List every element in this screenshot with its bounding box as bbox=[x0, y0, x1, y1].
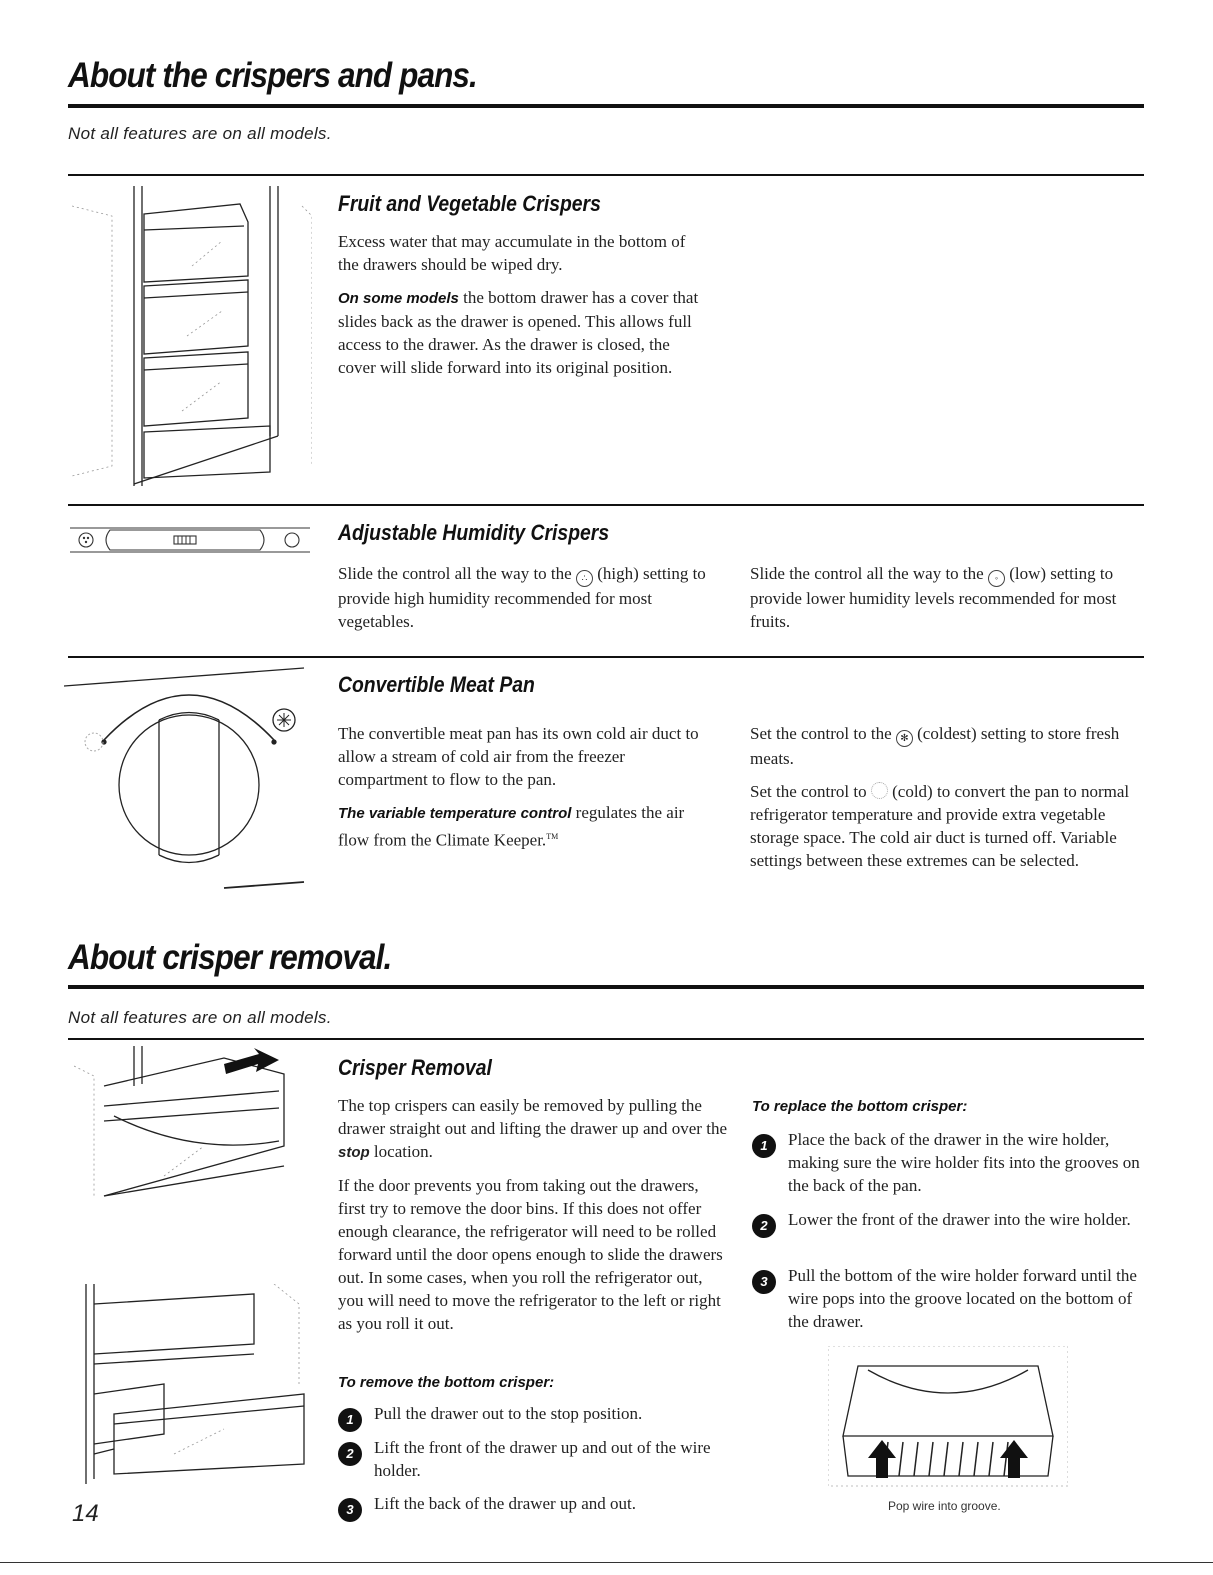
step-number-badge: 2 bbox=[338, 1442, 362, 1466]
meat-right-paragraph-2 bbox=[750, 780, 1145, 872]
low-humidity-icon: ◦ bbox=[988, 570, 1005, 587]
title-rule bbox=[68, 985, 1144, 989]
bottom-crisper-illustration bbox=[74, 1284, 310, 1494]
heading-adjustable-humidity: Adjustable Humidity Crispers bbox=[338, 520, 610, 545]
remove-step-1 bbox=[338, 1402, 728, 1432]
fruit-paragraph-1: Excess water that may accumulate in the bottom of the drawers should be wiped dry. bbox=[338, 232, 686, 274]
page-number: 14 bbox=[72, 1500, 99, 1527]
meat-paragraph-2 bbox=[338, 801, 713, 852]
meat-right-2b: (cold) to convert the pan to normal refrigerator temperature and provide extra vegetable storage space. The cold air duct is turned off. Variable settings between these extremes can be selected. bbox=[750, 782, 1130, 870]
fruit-paragraph-2-text: the bottom drawer has a cover that slides back as the drawer is opened. This allows full access to the drawer. As the drawer is closed, the cover will slide forward into its original position. bbox=[338, 288, 699, 377]
humidity-left-part-b: (high) setting to provide high humidity recommended for most vegetables. bbox=[338, 564, 706, 631]
page-bottom-rule bbox=[0, 1562, 1213, 1563]
title-rule bbox=[68, 104, 1144, 108]
lead-variable-temperature-control: The variable temperature control bbox=[338, 805, 572, 822]
meat-pan-dial-illustration bbox=[64, 660, 314, 890]
section-title-crisper-removal: About crisper removal. bbox=[68, 938, 392, 977]
meat-left-text bbox=[338, 722, 713, 862]
replace-step-2 bbox=[752, 1208, 1144, 1238]
step-number-badge: 3 bbox=[338, 1498, 362, 1522]
remove-step-3 bbox=[338, 1492, 728, 1522]
humidity-right-part-b: (low) setting to provide lower humidity levels recommended for most fruits. bbox=[750, 564, 1117, 631]
divider bbox=[68, 504, 1144, 506]
heading-fruit-vegetable-crispers: Fruit and Vegetable Crispers bbox=[338, 191, 601, 216]
humidity-slider-illustration bbox=[70, 524, 310, 556]
meat-paragraph-2-text: regulates the air flow from the Climate Keeper. bbox=[338, 803, 685, 850]
heading-remove-bottom-crisper: To remove the bottom crisper: bbox=[338, 1374, 555, 1391]
step-number-badge: 2 bbox=[752, 1214, 776, 1238]
step-text: Pull the bottom of the wire holder forward until the wire pops into the groove located on the bottom of the drawer. bbox=[788, 1266, 1137, 1331]
wire-holder-illustration bbox=[828, 1346, 1068, 1492]
removal-p1a: The top crispers can easily be removed by pulling the drawer straight out and lifting the drawer up and over the bbox=[338, 1096, 727, 1138]
heading-convertible-meat-pan: Convertible Meat Pan bbox=[338, 672, 535, 697]
humidity-right-text bbox=[750, 562, 1130, 633]
replace-step-1 bbox=[752, 1128, 1144, 1197]
removal-paragraph-1 bbox=[338, 1094, 728, 1164]
meat-right-2a: Set the control to bbox=[750, 782, 867, 801]
section-subtitle: Not all features are on all models. bbox=[68, 1008, 332, 1027]
step-text: Pull the drawer out to the stop position. bbox=[374, 1404, 643, 1423]
meat-right-1a: Set the control to the bbox=[750, 724, 892, 743]
high-humidity-icon: ∴ bbox=[576, 570, 593, 587]
meat-paragraph-1: The convertible meat pan has its own cold air duct to allow a stream of cold air from the freezer compartment to flow to the pan. bbox=[338, 724, 699, 789]
meat-right-1b: (coldest) setting to store fresh meats. bbox=[750, 724, 1120, 768]
section-subtitle: Not all features are on all models. bbox=[68, 124, 332, 143]
step-text: Lift the back of the drawer up and out. bbox=[374, 1494, 636, 1513]
divider bbox=[68, 1038, 1144, 1040]
removal-paragraph-2: If the door prevents you from taking out the drawers, first try to remove the door bins. If this does not offer enough clearance, the refrigerator will need to be rolled forward until the door opens enough to slide the drawers out. In some cases, when you roll the refrigerator out, you will need to move the refrigerator to the left or right as you roll it out. bbox=[338, 1176, 723, 1333]
humidity-left-part-a: Slide the control all the way to the bbox=[338, 564, 572, 583]
divider bbox=[68, 656, 1144, 658]
trademark-mark: TM bbox=[546, 832, 559, 841]
crisper-lift-illustration bbox=[74, 1046, 310, 1206]
step-text: Lower the front of the drawer into the wire holder. bbox=[788, 1210, 1131, 1229]
meat-right-paragraph-1 bbox=[750, 722, 1145, 770]
meat-right-text bbox=[750, 722, 1145, 882]
humidity-left-text bbox=[338, 562, 713, 633]
replace-step-3 bbox=[752, 1264, 1144, 1333]
heading-crisper-removal: Crisper Removal bbox=[338, 1055, 492, 1080]
wire-holder-caption: Pop wire into groove. bbox=[888, 1499, 1001, 1513]
divider bbox=[68, 174, 1144, 176]
removal-text-block bbox=[338, 1094, 728, 1345]
stop-emphasis: stop bbox=[338, 1144, 370, 1161]
remove-step-2 bbox=[338, 1436, 728, 1482]
step-number-badge: 3 bbox=[752, 1270, 776, 1294]
humidity-right-part-a: Slide the control all the way to the bbox=[750, 564, 984, 583]
crisper-drawers-illustration bbox=[72, 186, 312, 486]
step-number-badge: 1 bbox=[752, 1134, 776, 1158]
fruit-text-block bbox=[338, 230, 708, 389]
step-text: Place the back of the drawer in the wire holder, making sure the wire holder fits into the grooves on the back of the pan. bbox=[788, 1130, 1140, 1195]
heading-replace-bottom-crisper: To replace the bottom crisper: bbox=[752, 1098, 968, 1115]
section-title-crispers: About the crispers and pans. bbox=[68, 56, 477, 95]
cold-icon bbox=[871, 782, 888, 799]
fruit-paragraph-2 bbox=[338, 286, 708, 379]
removal-p1b: location. bbox=[373, 1142, 433, 1161]
lead-on-some-models: On some models bbox=[338, 290, 459, 307]
step-number-badge: 1 bbox=[338, 1408, 362, 1432]
step-text: Lift the front of the drawer up and out of the wire holder. bbox=[374, 1438, 711, 1480]
snowflake-icon: ✻ bbox=[896, 730, 913, 747]
